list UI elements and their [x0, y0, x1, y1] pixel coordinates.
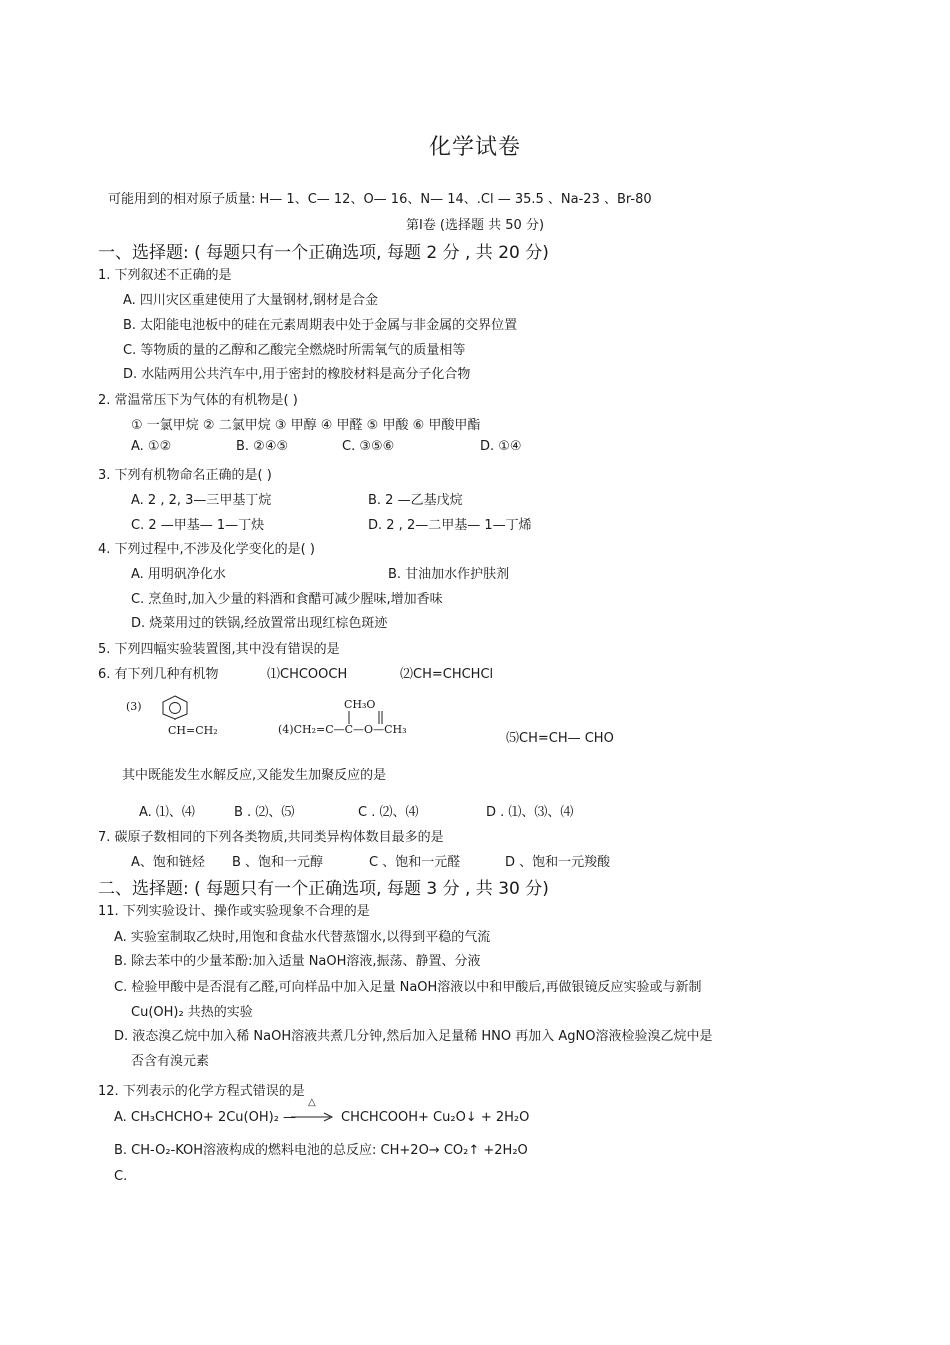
- section-1-heading: 一、选择题: ( 每题只有一个正确选项, 每题 2 分 , 共 20 分): [98, 243, 549, 263]
- atomic-masses-note: 可能用到的相对原子质量: H— 1、C— 12、O— 16、N— 14、.Cl — 35.5 、Na-23 、Br-80: [108, 192, 652, 207]
- compound-3-label: (3): [126, 700, 142, 713]
- question-3-stem: 3. 下列有机物命名正确的是( ): [98, 468, 272, 483]
- q3-option-d: D. 2 , 2—二甲基— 1—丁烯: [368, 518, 532, 533]
- q12-option-a-products: CHCHCOOH+ Cu₂O↓ + 2H₂O: [341, 1110, 530, 1125]
- q12-option-c: C.: [114, 1169, 128, 1184]
- q1-option-d: D. 水陆两用公共汽车中,用于密封的橡胶材料是高分子化合物: [123, 367, 471, 382]
- question-12-stem: 12. 下列表示的化学方程式错误的是: [98, 1084, 305, 1099]
- q11-option-d-cont: 否含有溴元素: [131, 1054, 210, 1069]
- q6-option-d: D . ⑴、⑶、⑷: [486, 805, 574, 820]
- volume-header: 第Ⅰ卷 (选择题 共 50 分): [405, 218, 545, 233]
- q3-option-b: B. 2 —乙基戊烷: [368, 493, 463, 508]
- question-5-stem: 5. 下列四幅实验装置图,其中没有错误的是: [98, 642, 340, 657]
- question-2-stem: 2. 常温常压下为气体的有机物是( ): [98, 393, 298, 408]
- compound-2: ⑵CH=CHCHCl: [400, 667, 494, 682]
- q12-option-b: B. CH-O₂-KOH溶液构成的燃料电池的总反应: CH+2O→ CO₂↑ +2H₂O: [114, 1143, 528, 1158]
- q2-substance-list: ① 一氯甲烷 ② 二氯甲烷 ③ 甲醇 ④ 甲醛 ⑤ 甲酸 ⑥ 甲酸甲酯: [131, 418, 481, 433]
- q2-option-a: A. ①②: [131, 439, 172, 454]
- heat-symbol: △: [308, 1097, 316, 1108]
- compound-1: ⑴CHCOOCH: [267, 667, 348, 682]
- q6-option-b: B . ⑵、⑸: [234, 805, 295, 820]
- q7-option-c: C 、饱和一元醛: [369, 855, 461, 870]
- section-2-heading: 二、选择题: ( 每题只有一个正确选项, 每题 3 分 , 共 30 分): [98, 879, 549, 899]
- q12-option-a: A. CH₃CHCHO+ 2Cu(OH)₂ —: [114, 1110, 297, 1125]
- compound-3-vinyl: CH=CH₂: [168, 724, 218, 737]
- q11-option-d: D. 液态溴乙烷中加入稀 NaOH溶液共煮几分钟,然后加入足量稀 HNO 再加入 AgNO溶液检验溴乙烷中是: [114, 1029, 713, 1044]
- question-11-stem: 11. 下列实验设计、操作或实验现象不合理的是: [98, 904, 370, 919]
- q4-option-d: D. 烧菜用过的铁锅,经放置常出现红棕色斑迹: [131, 616, 388, 631]
- compound-5: ⑸CH=CH— CHO: [506, 731, 614, 746]
- q7-option-b: B 、饱和一元醇: [232, 855, 324, 870]
- q7-option-d: D 、饱和一元羧酸: [505, 855, 611, 870]
- benzene-ring-icon: [158, 694, 192, 720]
- q6-question: 其中既能发生水解反应,又能发生加聚反应的是: [122, 768, 387, 783]
- reaction-arrow-icon: [290, 1111, 334, 1123]
- question-7-stem: 7. 碳原子数相同的下列各类物质,共同类异构体数目最多的是: [98, 830, 444, 845]
- question-4-stem: 4. 下列过程中,不涉及化学变化的是( ): [98, 542, 315, 557]
- q2-option-b: B. ②④⑤: [236, 439, 289, 454]
- q6-option-a: A. ⑴、⑷: [139, 805, 195, 820]
- q2-option-d: D. ①④: [480, 439, 522, 454]
- q11-option-c: C. 检验甲酸中是否混有乙醛,可向样品中加入足量 NaOH溶液以中和甲酸后,再做银镜反应实验或与新制: [114, 980, 702, 995]
- q3-option-c: C. 2 —甲基— 1—丁炔: [131, 518, 265, 533]
- q6-option-c: C . ⑵、⑷: [358, 805, 419, 820]
- q1-option-c: C. 等物质的量的乙醇和乙酸完全燃烧时所需氧气的质量相等: [123, 343, 466, 358]
- q11-option-a: A. 实验室制取乙炔时,用饱和食盐水代替蒸馏水,以得到平稳的气流: [114, 930, 491, 945]
- page-title: 化学试卷: [428, 135, 521, 160]
- question-1-stem: 1. 下列叙述不正确的是: [98, 268, 232, 283]
- compound-4-top: CH₃O: [344, 698, 376, 711]
- q1-option-a: A. 四川灾区重建使用了大量钢材,钢材是合金: [123, 293, 379, 308]
- q1-option-b: B. 太阳能电池板中的硅在元素周期表中处于金属与非金属的交界位置: [123, 318, 518, 333]
- q4-option-a: A. 用明矾净化水: [131, 567, 226, 582]
- q11-option-c-cont: Cu(OH)₂ 共热的实验: [131, 1005, 253, 1020]
- q2-option-c: C. ③⑤⑥: [342, 439, 395, 454]
- q7-option-a: A、饱和链烃: [131, 855, 205, 870]
- question-6-stem: 6. 有下列几种有机物: [98, 667, 219, 682]
- q3-option-a: A. 2 , 2, 3—三甲基丁烷: [131, 493, 272, 508]
- compound-4-main: (4)CH₂=C—C—O—CH₃: [278, 723, 407, 736]
- q4-option-c: C. 烹鱼时,加入少量的料酒和食醋可减少腥味,增加香味: [131, 592, 443, 607]
- q4-option-b: B. 甘油加水作护肤剂: [388, 567, 510, 582]
- q11-option-b: B. 除去苯中的少量苯酚:加入适量 NaOH溶液,振荡、静置、分液: [114, 954, 481, 969]
